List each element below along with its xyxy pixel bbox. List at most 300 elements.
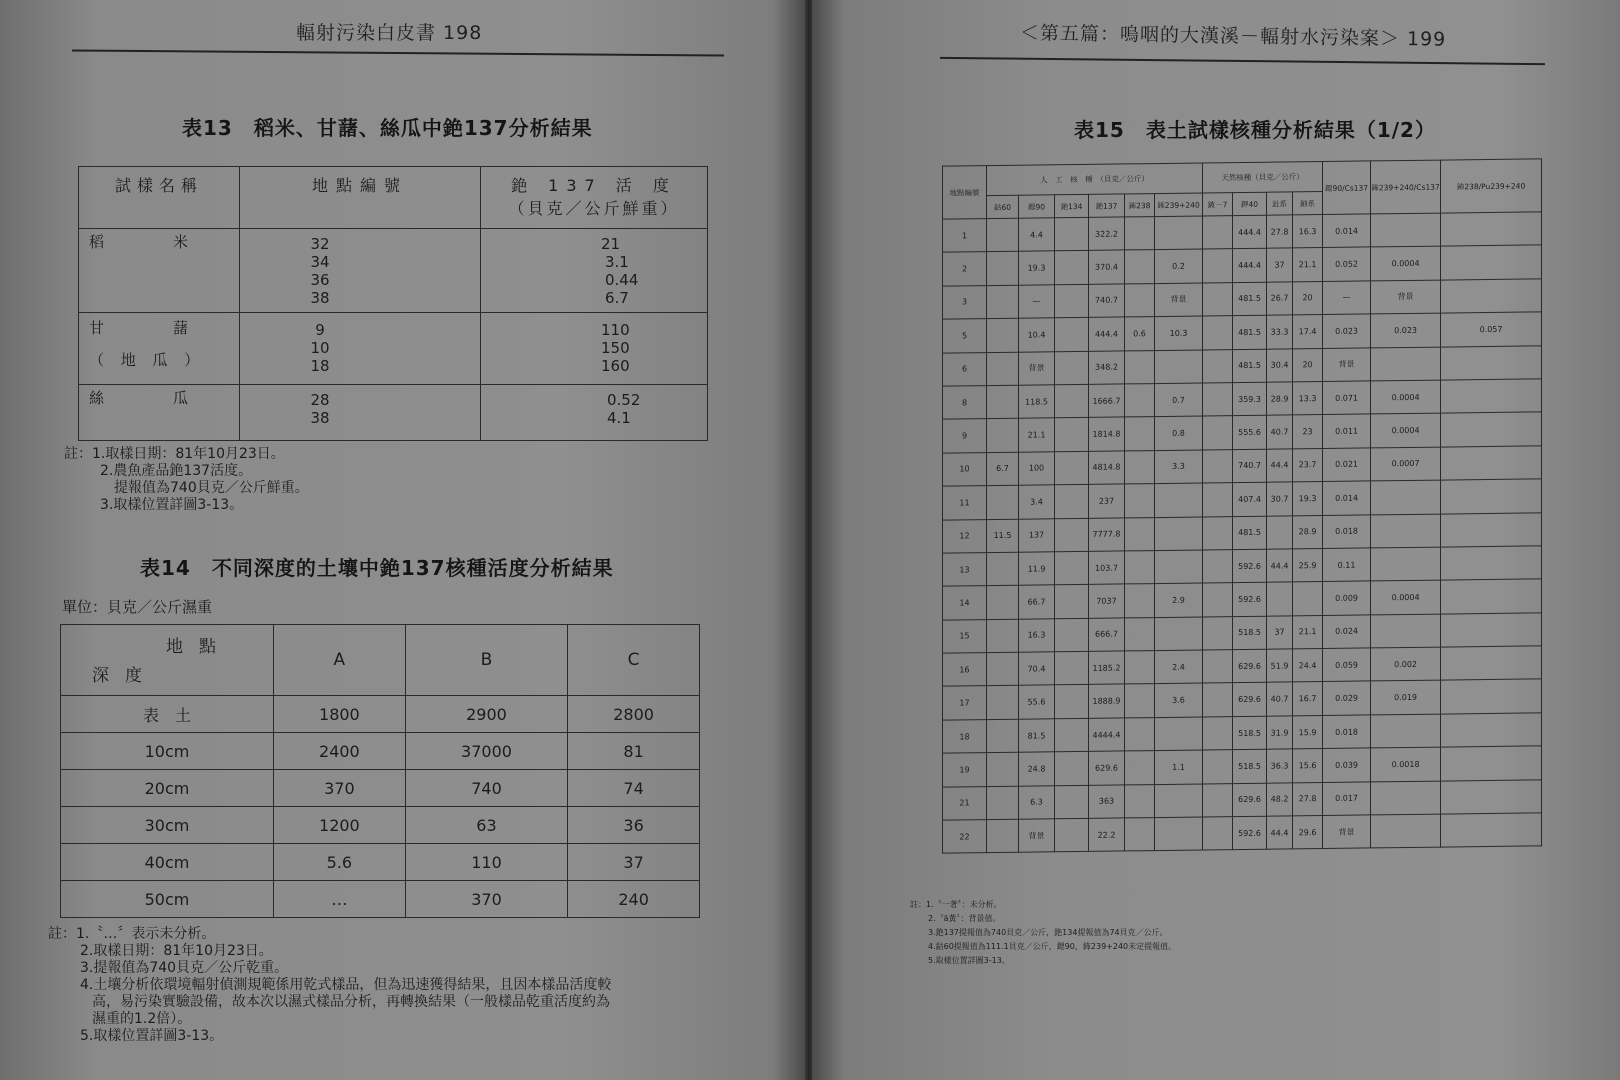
cell-value: 0.023 [1371, 313, 1441, 347]
cell-value [1055, 384, 1089, 418]
note-line: 3.提報值為740貝克／公斤乾重。 [80, 960, 289, 976]
cell-value [987, 285, 1019, 319]
site-number: 16 [943, 653, 987, 687]
cell-value [1441, 646, 1542, 681]
cell-value [1441, 345, 1542, 380]
cell-value: 0.029 [1323, 681, 1371, 715]
cell-value [1055, 451, 1089, 485]
right-header-rule [940, 57, 1545, 65]
cell-value: 6.7 [987, 452, 1019, 486]
table-13-notes [64, 446, 309, 514]
cell-value [1125, 250, 1155, 284]
cell-value [1441, 579, 1542, 614]
note-line: 註：1.〝一著〞：未分析。 [910, 900, 1002, 909]
cell-value: 70.4 [1019, 652, 1055, 686]
right-page [812, 0, 1620, 1080]
cell-value [1055, 685, 1089, 719]
cell-value: 0.019 [1371, 681, 1441, 715]
cell-value: 592.6 [1233, 582, 1267, 616]
site-number: 2 [943, 252, 987, 286]
cell-value [1441, 679, 1542, 714]
depth-label: 30cm [61, 807, 274, 844]
cell-value [1055, 351, 1089, 385]
cell-value [1203, 216, 1233, 250]
cell-value: 110 [405, 844, 567, 881]
site-number: 5 [943, 319, 987, 353]
cell-value: 16.3 [1019, 618, 1055, 652]
activity-value: 6.7 [605, 289, 629, 307]
cell-value: 背景 [1371, 280, 1441, 314]
cell-value: 444.4 [1089, 317, 1125, 351]
cell-value [1203, 616, 1233, 650]
note-line: 2.農魚產品銫137活度。 [100, 463, 253, 479]
cell-value: 28.9 [1293, 515, 1323, 549]
note-line: 3.銫137提報值為740貝克／公斤，銫134提報值為74貝克／公斤。 [928, 928, 1168, 937]
cell-value: — [1323, 281, 1371, 315]
ratio-pu-cs-header: 鈽239+240/Cs137 [1371, 160, 1441, 214]
site-number: 22 [943, 820, 987, 854]
cell-value: 48.2 [1267, 783, 1293, 817]
activity-value: 21 [601, 235, 621, 253]
nuclide-header: 鈽238 [1125, 194, 1155, 217]
cell-value [1055, 284, 1089, 318]
cell-value: 0.052 [1323, 247, 1371, 281]
nuclide-header: 鈽239+240 [1155, 193, 1203, 217]
cell-value: 36 [568, 807, 700, 844]
site-number: 12 [943, 519, 987, 553]
cell-value: 0.0004 [1371, 380, 1441, 414]
nuclide-header: 鉀40 [1233, 192, 1267, 215]
cell-value [1203, 817, 1233, 851]
cell-value: 15.9 [1293, 715, 1323, 749]
cell-value: 2.9 [1155, 583, 1203, 617]
site-number-header: 地點編號 [943, 166, 987, 220]
cell-value: 0.018 [1323, 715, 1371, 749]
cell-value: 481.5 [1233, 315, 1267, 349]
cell-value: 481.5 [1233, 516, 1267, 550]
cell-value [1441, 713, 1542, 748]
cell-value: 21.1 [1293, 248, 1323, 282]
table-row [61, 881, 700, 918]
cell-value: 0.039 [1323, 748, 1371, 782]
site-number: 9 [315, 321, 325, 339]
cell-value: 555.6 [1233, 416, 1267, 450]
cell-value [1125, 517, 1155, 551]
cell-value [1267, 515, 1293, 549]
cell-value: 103.7 [1089, 551, 1125, 585]
activity-value: 150 [601, 339, 630, 357]
cell-value: 407.4 [1233, 482, 1267, 516]
site-number: 18 [943, 719, 987, 753]
cell-value: 0.023 [1323, 314, 1371, 348]
cell-value: 31.9 [1267, 716, 1293, 750]
cell-value [1441, 813, 1542, 848]
cell-value: 100 [1019, 452, 1055, 486]
cell-value: 240 [568, 881, 700, 918]
cell-value: 0.0004 [1371, 246, 1441, 280]
cell-value: 592.6 [1233, 816, 1267, 850]
cell-value [1441, 212, 1542, 247]
cell-value [1441, 379, 1542, 414]
cell-value: 4814.8 [1089, 451, 1125, 485]
corner-depth-label: 深度 [92, 666, 158, 686]
cell-value: 1200 [274, 807, 406, 844]
cell-value [987, 652, 1019, 686]
cell-value [1055, 318, 1089, 352]
cell-value: 21.1 [1293, 615, 1323, 649]
cell-value: 0.2 [1155, 249, 1203, 283]
cell-value [1441, 245, 1542, 280]
cell-value: 118.5 [1019, 385, 1055, 419]
cell-value [1055, 718, 1089, 752]
table-14-notes [48, 926, 611, 1045]
table-15 [942, 158, 1542, 854]
site-number: 14 [943, 586, 987, 620]
cell-value [987, 385, 1019, 419]
cell-value [1155, 717, 1203, 751]
cell-value: 24.4 [1293, 649, 1323, 683]
table-row [943, 813, 1542, 854]
cell-value: 0.014 [1323, 214, 1371, 248]
cell-value [1055, 785, 1089, 819]
activity-value: 4.1 [607, 409, 631, 427]
cell-value [1203, 583, 1233, 617]
note-line: 註：1.〝…〞表示未分析。 [48, 926, 216, 942]
cell-value: — [1019, 285, 1055, 319]
cell-value: 55.6 [1019, 685, 1055, 719]
cell-value [1125, 417, 1155, 451]
site-number: 13 [943, 553, 987, 587]
cell-value: 44.4 [1267, 449, 1293, 483]
activity-list [481, 313, 708, 385]
site-number: 1 [943, 219, 987, 253]
cell-value: 444.4 [1233, 249, 1267, 283]
corner-location-label: 地點 [166, 637, 232, 657]
nuclide-header: 鈹－7 [1203, 193, 1233, 216]
cell-value: 370 [405, 881, 567, 918]
cell-value [987, 352, 1019, 386]
cell-value: 背景 [1155, 283, 1203, 317]
cell-value [1055, 585, 1089, 619]
cell-value [1125, 751, 1155, 785]
cell-value [1203, 449, 1233, 483]
cell-value: 629.6 [1233, 683, 1267, 717]
site-number: 10 [310, 339, 330, 357]
cell-value [1371, 213, 1441, 247]
cell-value: 63 [405, 807, 567, 844]
cell-value: 37 [1267, 616, 1293, 650]
cell-value: 0.059 [1323, 648, 1371, 682]
cell-value [1055, 518, 1089, 552]
cell-value: 11.5 [987, 519, 1019, 553]
cell-value [1203, 716, 1233, 750]
cell-value: 2400 [274, 733, 406, 770]
cell-value [1155, 516, 1203, 550]
site-number: 15 [943, 619, 987, 653]
table-row [61, 696, 700, 733]
table-row [61, 844, 700, 881]
cell-value [1125, 217, 1155, 251]
cell-value [1203, 650, 1233, 684]
nuclide-header: 銫134 [1055, 194, 1089, 217]
cell-value: 40.7 [1267, 415, 1293, 449]
cell-value: 15.6 [1293, 749, 1323, 783]
nuclide-header: 鈷60 [987, 195, 1019, 218]
cell-value: 51.9 [1267, 649, 1293, 683]
cell-value: 518.5 [1233, 616, 1267, 650]
cell-value [1055, 418, 1089, 452]
table-row [79, 229, 708, 313]
activity-header-line2: （貝克／公斤鮮重） [508, 199, 680, 218]
cell-value: 19.3 [1293, 482, 1323, 516]
site-number: 36 [310, 271, 330, 289]
cell-value: 30.4 [1267, 348, 1293, 382]
sample-name [79, 313, 240, 385]
cell-value: 370 [274, 770, 406, 807]
cell-value: 7037 [1089, 584, 1125, 618]
table-row [61, 733, 700, 770]
cell-value: 518.5 [1233, 716, 1267, 750]
cell-value [987, 419, 1019, 453]
activity-value: 160 [601, 357, 630, 375]
cell-value: 4.4 [1019, 218, 1055, 252]
cell-value: 0.0018 [1371, 747, 1441, 781]
cell-value: 518.5 [1233, 749, 1267, 783]
depth-label: 20cm [61, 770, 274, 807]
activity-list [481, 385, 708, 441]
cell-value [1055, 485, 1089, 519]
cell-value [1055, 651, 1089, 685]
cell-value: 20 [1293, 348, 1323, 382]
table-14-unit: 單位：貝克／公斤濕重 [62, 598, 213, 616]
cell-value: 11.9 [1019, 552, 1055, 586]
cell-value [1125, 651, 1155, 685]
cell-value [987, 552, 1019, 586]
cell-value: 44.4 [1267, 549, 1293, 583]
cell-value: 0.6 [1125, 317, 1155, 351]
site-number: 21 [943, 786, 987, 820]
cell-value: 740.7 [1233, 449, 1267, 483]
cell-value [987, 318, 1019, 352]
sample-name: 絲 瓜 [79, 385, 240, 441]
cell-value [1441, 546, 1542, 581]
left-page [0, 0, 805, 1080]
cell-value [1371, 347, 1441, 381]
cell-value: 30.7 [1267, 482, 1293, 516]
cell-value: 1.1 [1155, 750, 1203, 784]
cell-value: 背景 [1323, 815, 1371, 849]
cell-value [1155, 483, 1203, 517]
cell-value [1371, 514, 1441, 548]
cell-value: 0.009 [1323, 581, 1371, 615]
cell-value [1441, 279, 1542, 314]
cell-value [987, 586, 1019, 620]
activity-value: 0.44 [605, 271, 639, 289]
cell-value: 3.3 [1155, 450, 1203, 484]
cell-value: 16.3 [1293, 215, 1323, 249]
cell-value: 10.4 [1019, 318, 1055, 352]
cell-value [1203, 282, 1233, 316]
cell-value: 481.5 [1233, 282, 1267, 316]
site-number: 11 [943, 486, 987, 520]
nuclide-header: 鈾系 [1293, 192, 1323, 215]
site-number: 6 [943, 352, 987, 386]
cell-value [1203, 750, 1233, 784]
cell-value: 23.7 [1293, 448, 1323, 482]
cell-value: 0.0007 [1371, 447, 1441, 481]
cell-value [987, 719, 1019, 753]
cell-value [1441, 779, 1542, 814]
cell-value: 6.3 [1019, 785, 1055, 819]
activity-list [481, 229, 708, 313]
cell-value: 0.017 [1323, 782, 1371, 816]
cell-value: 0.021 [1323, 448, 1371, 482]
cell-value: 25.9 [1293, 548, 1323, 582]
cell-value: 0.014 [1323, 481, 1371, 515]
cell-value: 5.6 [274, 844, 406, 881]
site-list [240, 385, 481, 441]
cell-value [987, 819, 1019, 853]
table-row [61, 807, 700, 844]
site-number: 38 [310, 289, 330, 307]
cell-value [987, 619, 1019, 653]
note-line: 5.取樣位置詳圖3-13。 [80, 1028, 224, 1044]
cell-value [1125, 550, 1155, 584]
note-line: 3.取樣位置詳圖3-13。 [100, 497, 244, 513]
cell-value: 27.8 [1293, 782, 1323, 816]
site-number: 32 [310, 235, 330, 253]
cell-value: 28.9 [1267, 382, 1293, 416]
cell-value: 10.3 [1155, 316, 1203, 350]
site-number: 3 [943, 285, 987, 319]
cell-value: 237 [1089, 484, 1125, 518]
cell-value: 629.6 [1089, 751, 1125, 785]
cell-value [1203, 316, 1233, 350]
column-header-c: C [568, 625, 700, 696]
table-row [79, 385, 708, 441]
cell-value: 26.7 [1267, 282, 1293, 316]
left-header-rule [72, 49, 724, 56]
cell-value [1155, 350, 1203, 384]
cell-value: 81 [568, 733, 700, 770]
cell-value [987, 485, 1019, 519]
site-list [240, 313, 481, 385]
cell-value [1203, 249, 1233, 283]
cell-value: 81.5 [1019, 719, 1055, 753]
cell-value [1055, 818, 1089, 852]
table-row [79, 313, 708, 385]
note-line: 註：1.取樣日期：81年10月23日。 [64, 446, 285, 462]
cell-value: 0.011 [1323, 414, 1371, 448]
table-row [61, 770, 700, 807]
note-line: 4.鈷60提報值為111.1貝克／公斤，鍶90，鈽239+240未定提報值。 [928, 942, 1177, 951]
cell-value: 17.4 [1293, 315, 1323, 349]
cell-value: 16.7 [1293, 682, 1323, 716]
table-13-header-site: 地點編號 [240, 167, 481, 229]
cell-value [1371, 781, 1441, 815]
cell-value: 背景 [1019, 819, 1055, 853]
cell-value: 0.018 [1323, 514, 1371, 548]
sample-name-sub: （ 地 瓜 ） [89, 351, 206, 369]
cell-value: 444.4 [1233, 215, 1267, 249]
cell-value: 44.4 [1267, 816, 1293, 850]
sample-name-main: 甘 藷 [89, 319, 195, 337]
nuclide-header: 鍶90 [1019, 195, 1055, 218]
cell-value [1203, 683, 1233, 717]
table-14 [60, 624, 700, 918]
cell-value: 0.8 [1155, 416, 1203, 450]
cell-value: 1814.8 [1089, 417, 1125, 451]
cell-value: 1185.2 [1089, 651, 1125, 685]
cell-value [1203, 550, 1233, 584]
cell-value: 74 [568, 770, 700, 807]
cell-value [1203, 483, 1233, 517]
cell-value: 0.057 [1441, 312, 1542, 347]
cell-value: 背景 [1019, 351, 1055, 385]
cell-value: 629.6 [1233, 783, 1267, 817]
cell-value: 1888.9 [1089, 684, 1125, 718]
cell-value: 370.4 [1089, 250, 1125, 284]
cell-value [1441, 512, 1542, 547]
cell-value: 0.0004 [1371, 580, 1441, 614]
cell-value [1125, 350, 1155, 384]
cell-value [1203, 416, 1233, 450]
cell-value: 0.7 [1155, 383, 1203, 417]
cell-value [1055, 551, 1089, 585]
cell-value: 740.7 [1089, 284, 1125, 318]
cell-value: 2800 [568, 696, 700, 733]
depth-label: 表 土 [61, 696, 274, 733]
table-13 [78, 166, 708, 441]
cell-value [987, 686, 1019, 720]
cell-value [1371, 714, 1441, 748]
cell-value: 481.5 [1233, 349, 1267, 383]
cell-value [987, 752, 1019, 786]
note-line: 5.取樣位置詳圖3-13。 [928, 956, 1010, 965]
cell-value [1055, 752, 1089, 786]
site-number: 28 [310, 391, 330, 409]
cell-value: 0.002 [1371, 647, 1441, 681]
column-header-a: A [274, 625, 406, 696]
artificial-nuclides-header: 人 工 核 種 （貝克／公斤） [987, 163, 1203, 196]
site-number: 18 [310, 357, 330, 375]
cell-value: 22.2 [1089, 818, 1125, 852]
depth-label: 40cm [61, 844, 274, 881]
cell-value: 33.3 [1267, 315, 1293, 349]
table-15-notes [910, 898, 1176, 968]
cell-value: 3.4 [1019, 485, 1055, 519]
cell-value: 37 [1267, 248, 1293, 282]
sample-name: 稻 米 [79, 229, 240, 313]
note-line: 濕重的1.2倍）。 [92, 1011, 192, 1027]
cell-value [1371, 814, 1441, 848]
table-15-title: 表15 表土試樣核種分析結果（1/2） [1074, 118, 1436, 142]
site-list [240, 229, 481, 313]
note-line: 4.土壤分析依環境輻射偵測規範係用乾式樣品，但為迅速獲得結果，且因本樣品活度較 [80, 977, 612, 993]
cell-value: 27.8 [1267, 215, 1293, 249]
cell-value: 0.0004 [1371, 413, 1441, 447]
cell-value [1155, 617, 1203, 651]
activity-header-line1: 銫 137 活 度 [511, 176, 677, 195]
cell-value: 66.7 [1019, 585, 1055, 619]
cell-value [1203, 516, 1233, 550]
cell-value: 1800 [274, 696, 406, 733]
site-number: 38 [310, 409, 330, 427]
site-number: 19 [943, 753, 987, 787]
ratio-sr-cs-header: 鍶90/Cs137 [1323, 161, 1371, 215]
activity-value: 110 [601, 321, 630, 339]
cell-value: 3.6 [1155, 683, 1203, 717]
